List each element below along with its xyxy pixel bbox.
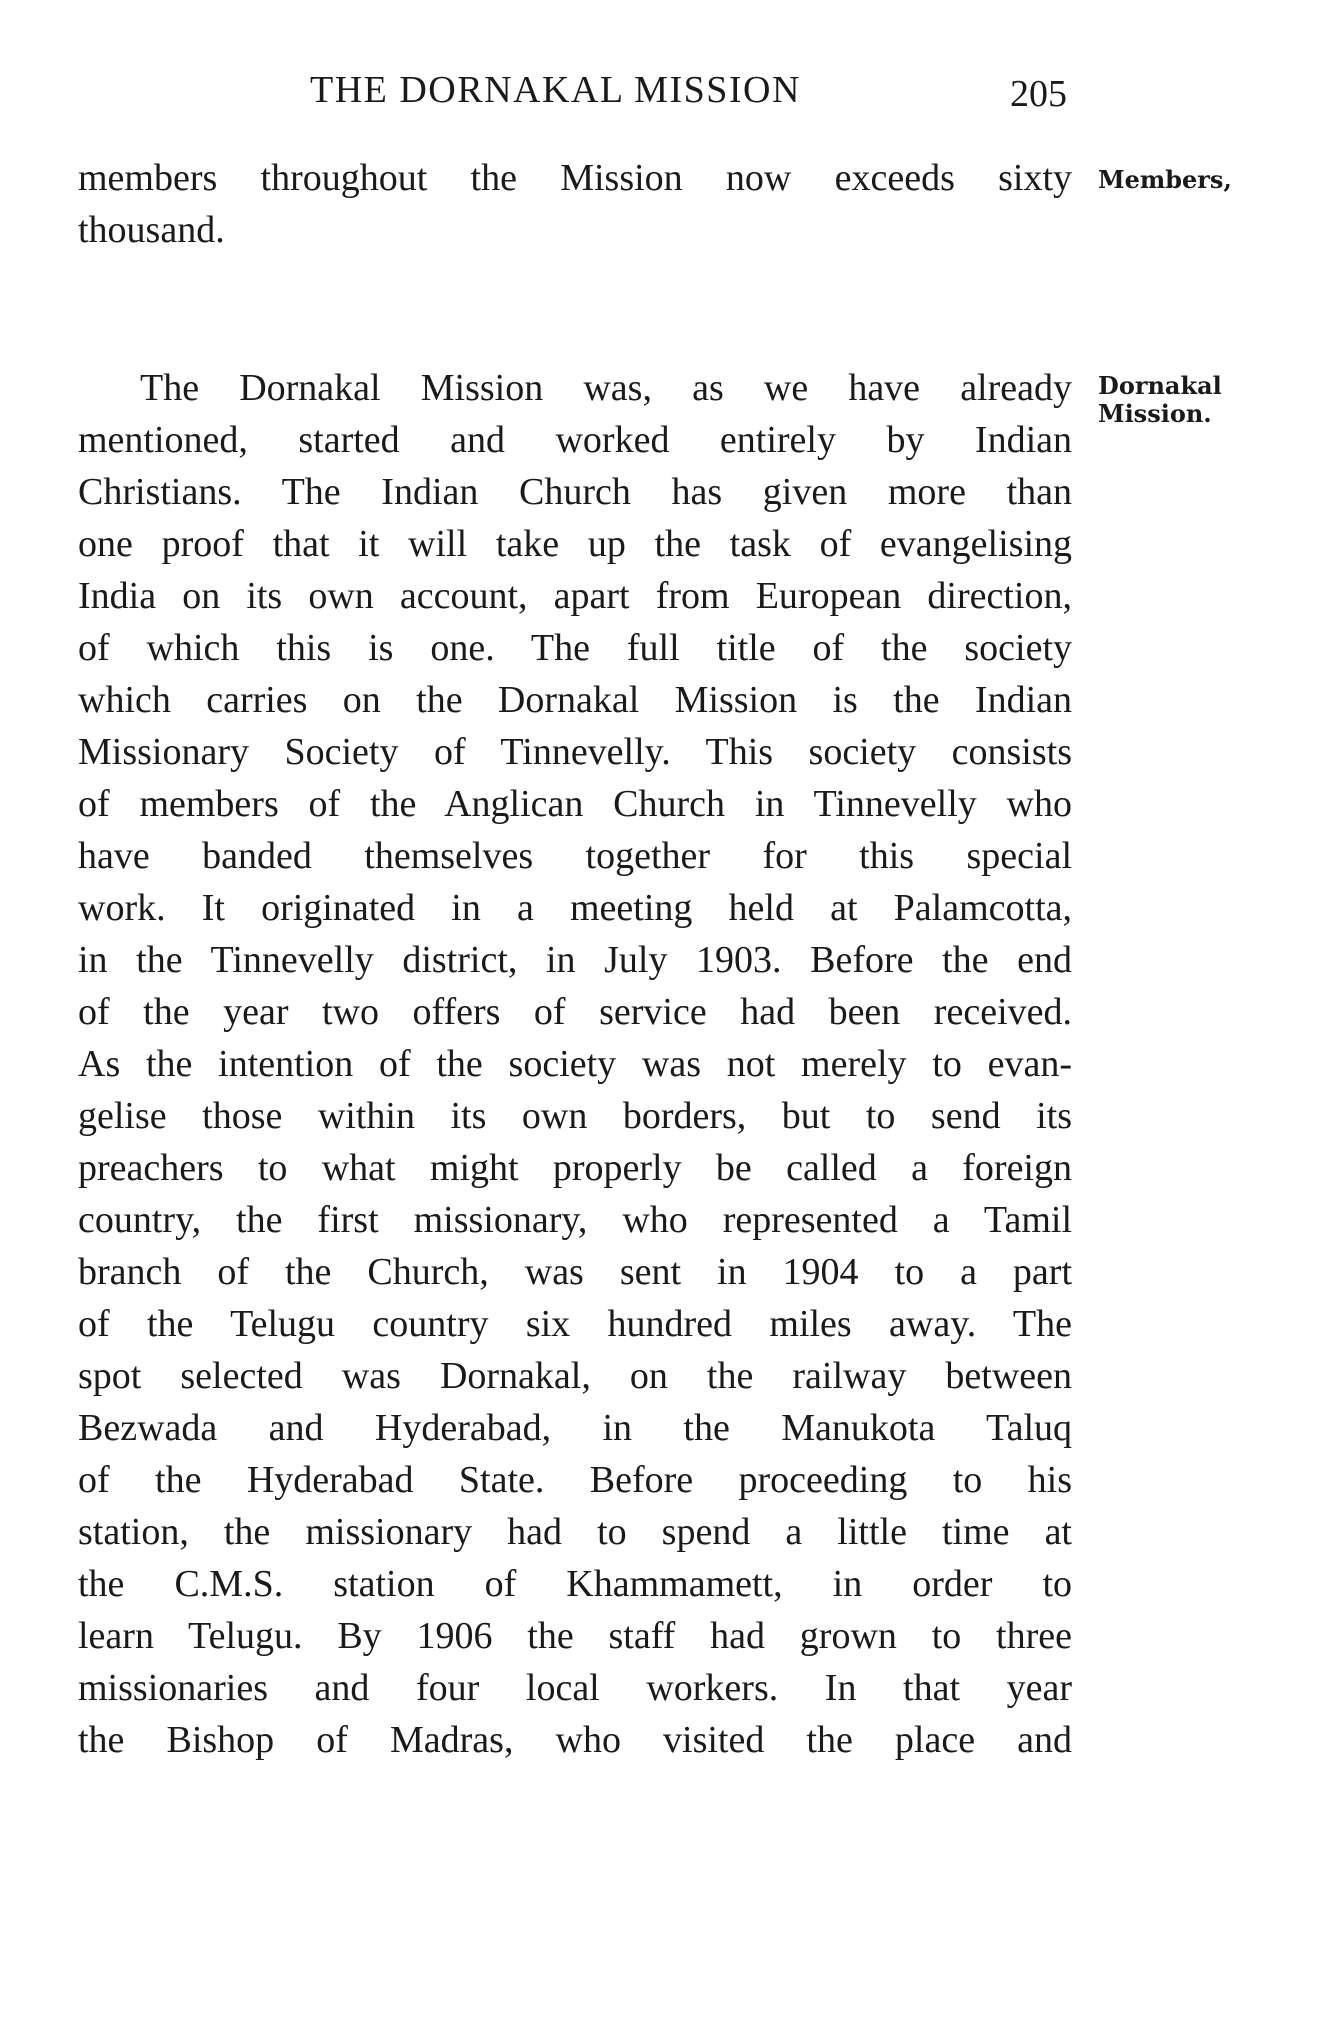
- text-line: India on its own account, apart from European direction,: [78, 575, 1072, 617]
- text-line: mentioned, started and worked entirely by Indian: [78, 419, 1072, 461]
- text-line: branch of the Church, was sent in 1904 to a part: [78, 1251, 1072, 1293]
- page-header: [310, 68, 1090, 118]
- text-line: missionaries and four local workers. In that year: [78, 1667, 1072, 1709]
- text-line: of the year two offers of service had been received.: [78, 991, 1072, 1033]
- text-line: of the Telugu country six hundred miles away. The: [78, 1303, 1072, 1345]
- text-line: which carries on the Dornakal Mission is the Indian: [78, 679, 1072, 721]
- text-line: Bezwada and Hyderabad, in the Manukota Taluq: [78, 1407, 1072, 1449]
- sidenote-text: Members,: [1098, 165, 1232, 194]
- text-line: of which this is one. The full title of the society: [78, 627, 1072, 669]
- text-line: of the Hyderabad State. Before proceeding to his: [78, 1459, 1072, 1501]
- paragraph-members-count: [78, 152, 1072, 256]
- text-line: one proof that it will take up the task of evangelising: [78, 523, 1072, 565]
- text-line: in the Tinnevelly district, in July 1903. Before the end: [78, 939, 1072, 981]
- sidenote-text: Dornakal: [1098, 371, 1222, 400]
- paragraph-dornakal-mission: [78, 362, 1072, 1766]
- text-line: of members of the Anglican Church in Tinnevelly who: [78, 783, 1072, 825]
- text-line: country, the first missionary, who represented a Tamil: [78, 1199, 1072, 1241]
- sidenote-text: Mission.: [1098, 399, 1212, 428]
- text-line: station, the missionary had to spend a little time at: [78, 1511, 1072, 1553]
- sidenote-dornakal-mission: [1098, 372, 1222, 428]
- text-line: work. It originated in a meeting held at Palamcotta,: [78, 887, 1072, 929]
- running-title: THE DORNAKAL MISSION: [310, 69, 801, 111]
- text-line: preachers to what might properly be called a foreign: [78, 1147, 1072, 1189]
- text-line: have banded themselves together for this special: [78, 835, 1072, 877]
- text-line: the C.M.S. station of Khammamett, in order to: [78, 1563, 1072, 1605]
- text-line: As the intention of the society was not merely to evan-: [78, 1043, 1072, 1085]
- text-line: spot selected was Dornakal, on the railway between: [78, 1355, 1072, 1397]
- text-line: thousand.: [78, 209, 225, 251]
- text-line: Christians. The Indian Church has given more than: [78, 471, 1072, 513]
- text-line: the Bishop of Madras, who visited the place and: [78, 1719, 1072, 1761]
- sidenote-members: [1098, 166, 1232, 194]
- text-line: learn Telugu. By 1906 the staff had grown to three: [78, 1615, 1072, 1657]
- text-line: members throughout the Mission now exceeds sixty: [78, 157, 1072, 199]
- text-line: Missionary Society of Tinnevelly. This society consists: [78, 731, 1072, 773]
- text-line: gelise those within its own borders, but to send its: [78, 1095, 1072, 1137]
- text-line: The Dornakal Mission was, as we have already: [140, 367, 1072, 409]
- page-number: 205: [1010, 73, 1067, 115]
